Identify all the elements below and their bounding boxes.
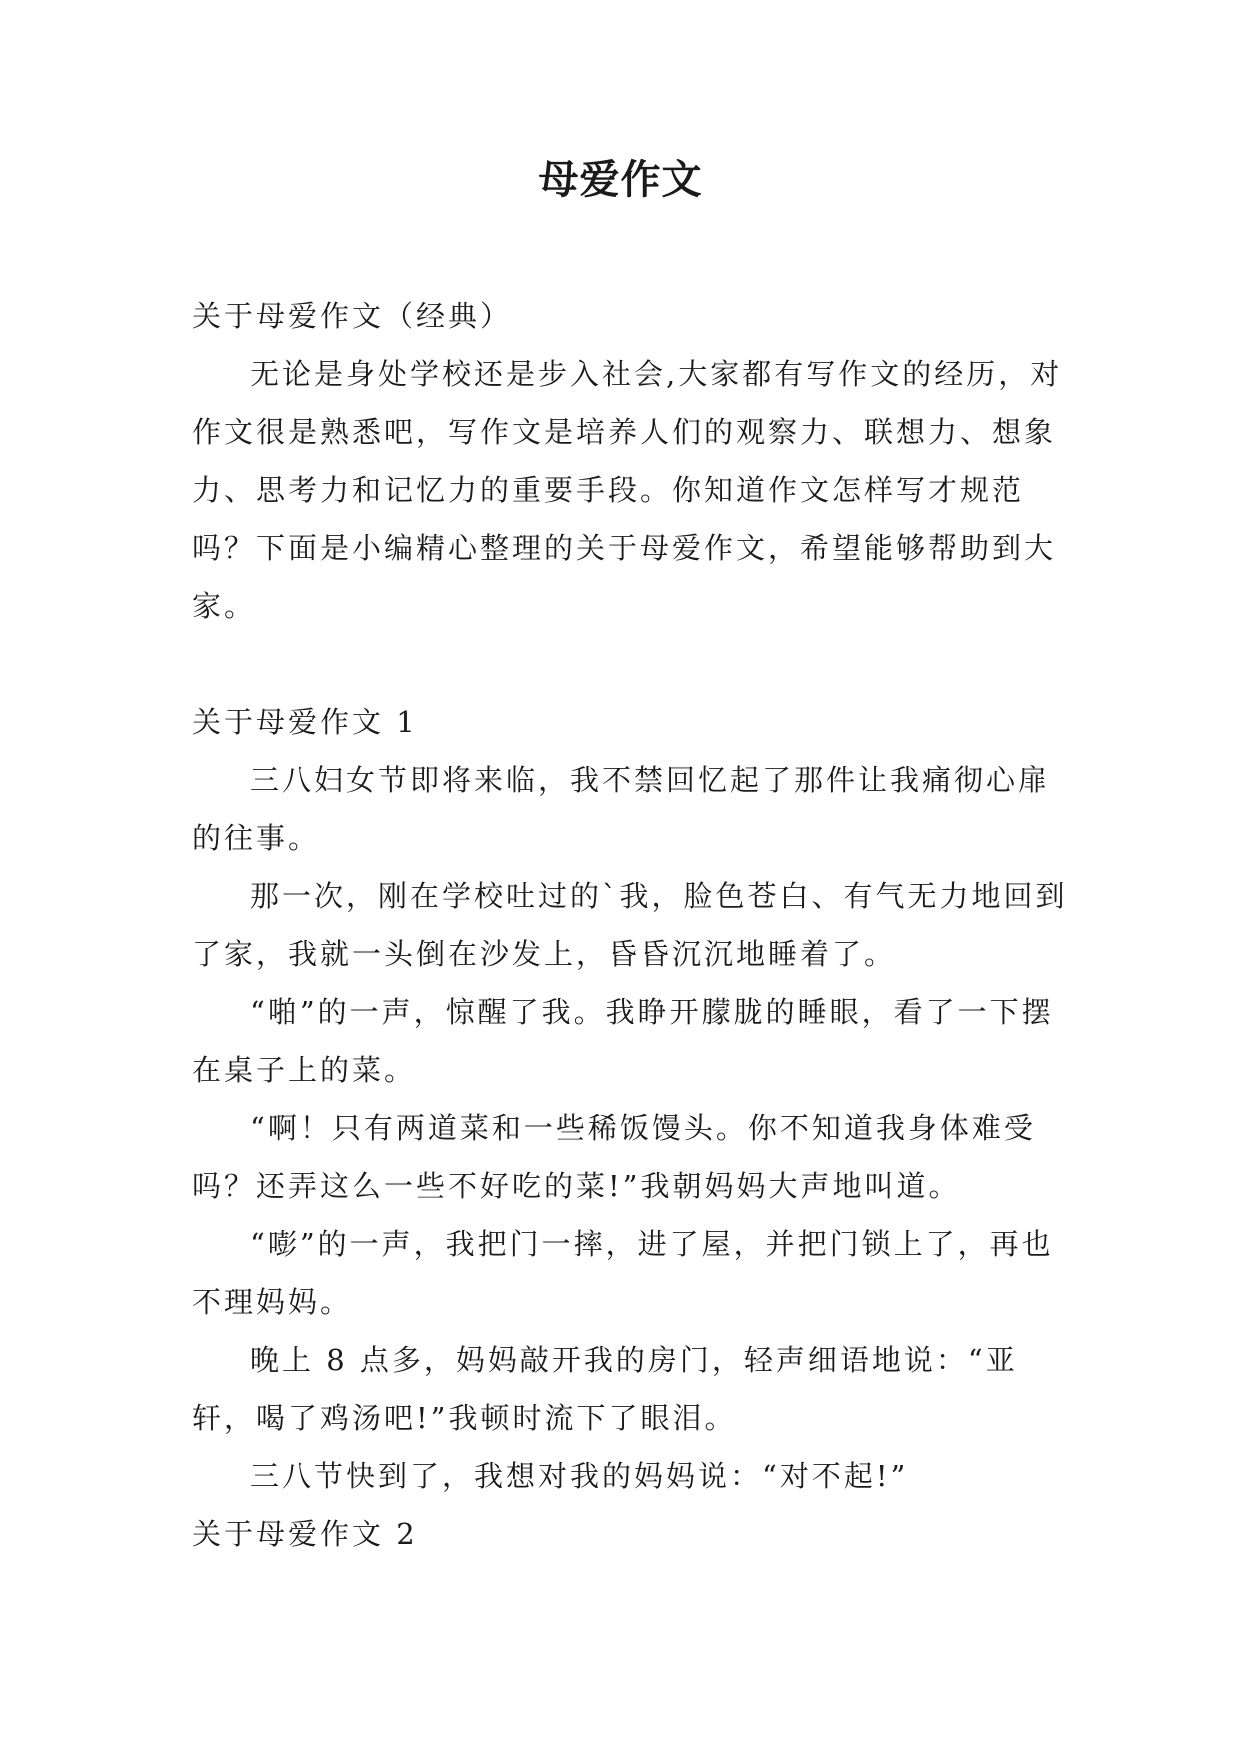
intro-paragraph: 无论是身处学校还是步入社会,大家都有写作文的经历，对作文很是熟悉吧，写作文是培养人们的观察力、联想力、想象力、思考力和记忆力的重要手段。你知道作文怎样写才规范吗？下面是小编精心整理的关于母爱作文，希望能够帮助到大家。 (192, 357, 1063, 623)
document-body (192, 287, 1072, 1563)
section-spacer (192, 635, 1072, 693)
essay1-paragraph: 晚上 8 点多，妈妈敲开我的房门，轻声细语地说：“亚轩，喝了鸡汤吧!”我顿时流下了眼泪。 (192, 1343, 1018, 1435)
document-title: 母爱作文 (538, 156, 703, 203)
essay1-paragraph: “啊！只有两道菜和一些稀饭馒头。你不知道我身体难受吗？还弄这么一些不好吃的菜!”我朝妈妈大声地叫道。 (192, 1111, 1036, 1203)
essay2-heading: 关于母爱作文 2 (192, 1517, 418, 1551)
essay1-paragraph: “啪”的一声，惊醒了我。我睁开朦胧的睡眼，看了一下摆在桌子上的菜。 (192, 995, 1054, 1087)
intro-heading: 关于母爱作文（经典） (192, 299, 513, 333)
essay1-paragraph: 那一次，刚在学校吐过的`我，脸色苍白、有气无力地回到了家，我就一头倒在沙发上，昏昏沉沉地睡着了。 (192, 879, 1068, 971)
essay1-heading: 关于母爱作文 1 (192, 705, 418, 739)
essay1-paragraph: 三八节快到了，我想对我的妈妈说：“对不起!” (250, 1459, 909, 1493)
essay1-paragraph: “嘭”的一声，我把门一摔，进了屋，并把门锁上了，再也不理妈妈。 (192, 1227, 1054, 1319)
essay1-paragraph: 三八妇女节即将来临，我不禁回忆起了那件让我痛彻心扉的往事。 (192, 763, 1051, 855)
